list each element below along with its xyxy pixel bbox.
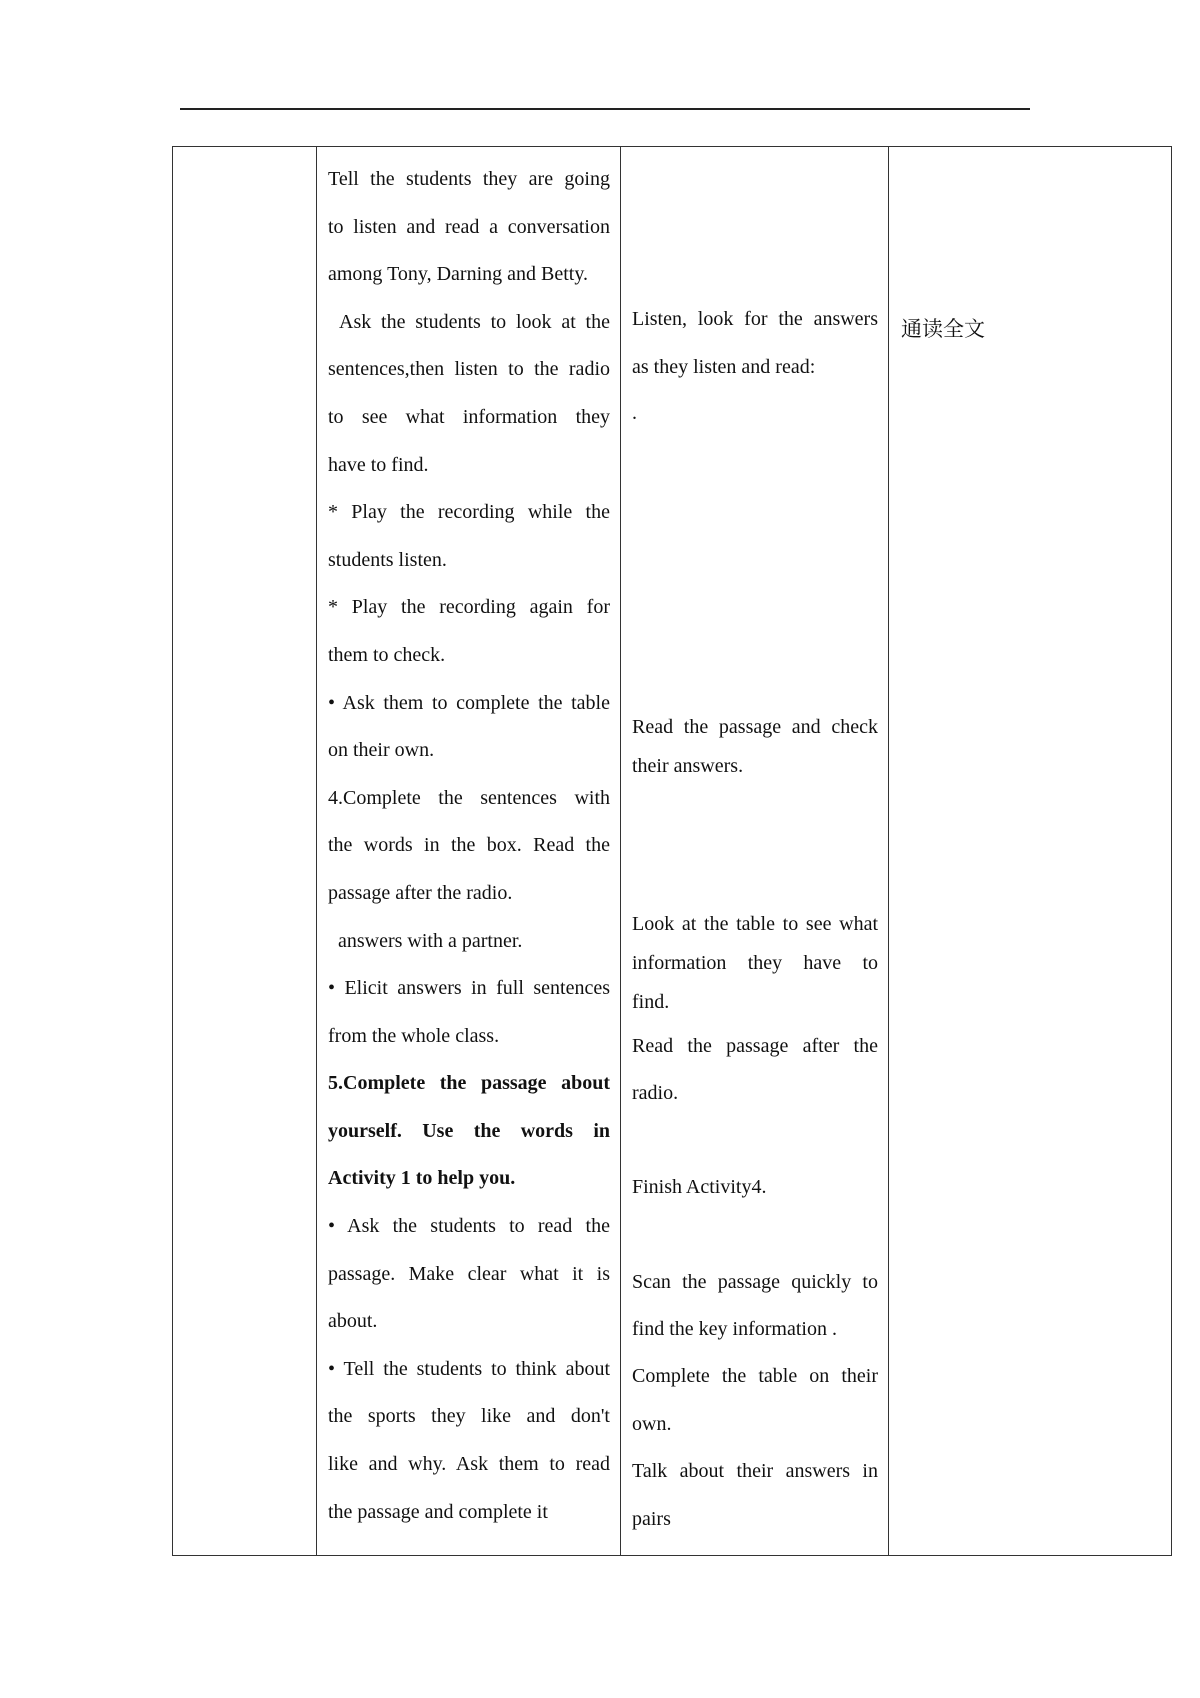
teacher-activity-line: about. (328, 1310, 378, 1333)
purpose-cell (890, 147, 1171, 1555)
teacher-activity-line: * Play the recording while the (328, 501, 610, 524)
teacher-activity-line: passage. Make clear what it is (328, 1262, 610, 1285)
teacher-activity-line: passage after the radio. (328, 881, 513, 904)
teacher-activity-line: the words in the box. Read the (328, 834, 610, 857)
teacher-activity-line: • Ask the students to read the (328, 1215, 610, 1238)
teacher-activity-line: them to check. (328, 643, 446, 666)
teacher-activity-line: to listen and read a conversation (328, 215, 610, 238)
teacher-activity-line: the passage and complete it (328, 1500, 548, 1523)
student-activity-line: find the key information . (632, 1318, 837, 1340)
teacher-activity-cell (318, 147, 620, 1555)
header-rule (180, 108, 1030, 110)
teacher-activity-line: on their own. (328, 739, 435, 762)
teacher-activity-line: • Tell the students to think about (328, 1357, 610, 1380)
purpose-text: 通读全文 (901, 317, 985, 341)
lesson-table (172, 146, 1172, 1556)
student-activity-line: Listen, look for the answers (632, 308, 878, 330)
teacher-activity-line: answers with a partner. (338, 929, 523, 952)
student-activity-line: as they listen and read: (632, 356, 816, 378)
teacher-activity-line: from the whole class. (328, 1024, 500, 1047)
student-activity-line: Finish Activity4. (632, 1176, 767, 1198)
teacher-activity-line: like and why. Ask them to read (328, 1453, 610, 1476)
student-activity-line: find. (632, 991, 670, 1013)
teacher-activity-line: to see what information they (328, 405, 610, 428)
student-activity-line: Scan the passage quickly to (632, 1271, 878, 1293)
teacher-activity-line: 4.Complete the sentences with (328, 786, 610, 809)
student-activity-line: their answers. (632, 755, 744, 777)
student-activity-line: . (632, 402, 637, 424)
student-activity-line: Read the passage and check (632, 716, 878, 738)
student-activity-line: pairs (632, 1508, 671, 1530)
student-activity-line: Complete the table on their (632, 1365, 878, 1387)
teacher-activity-line: * Play the recording again for (328, 596, 610, 619)
teacher-activity-line: sentences,then listen to the radio (328, 358, 610, 381)
student-activity-line: Look at the table to see what (632, 913, 878, 935)
teacher-activity-line: yourself. Use the words in (328, 1119, 610, 1142)
student-activity-line: Read the passage after the (632, 1035, 878, 1057)
teacher-activity-line: Ask the students to look at the (339, 310, 610, 333)
student-activity-cell (622, 147, 888, 1555)
teacher-activity-line: 5.Complete the passage about (328, 1072, 610, 1095)
teacher-activity-line: • Elicit answers in full sentences (328, 977, 610, 1000)
teacher-activity-line: Tell the students they are going (328, 168, 610, 190)
student-activity-line: radio. (632, 1082, 679, 1104)
student-activity-line: information they have to (632, 952, 878, 974)
teacher-activity-line: Activity 1 to help you. (328, 1167, 516, 1190)
column-divider (620, 147, 621, 1555)
teacher-activity-line: have to find. (328, 453, 429, 476)
teacher-activity-line: the sports they like and don't (328, 1405, 610, 1428)
teacher-activity-line: among Tony, Darning and Betty. (328, 263, 589, 286)
teacher-activity-line: • Ask them to complete the table (328, 691, 610, 714)
teacher-activity-line: students listen. (328, 548, 447, 571)
student-activity-line: own. (632, 1413, 672, 1435)
stage-cell (173, 147, 316, 1555)
student-activity-line: Talk about their answers in (632, 1460, 878, 1482)
column-divider (888, 147, 889, 1555)
column-divider (316, 147, 317, 1555)
